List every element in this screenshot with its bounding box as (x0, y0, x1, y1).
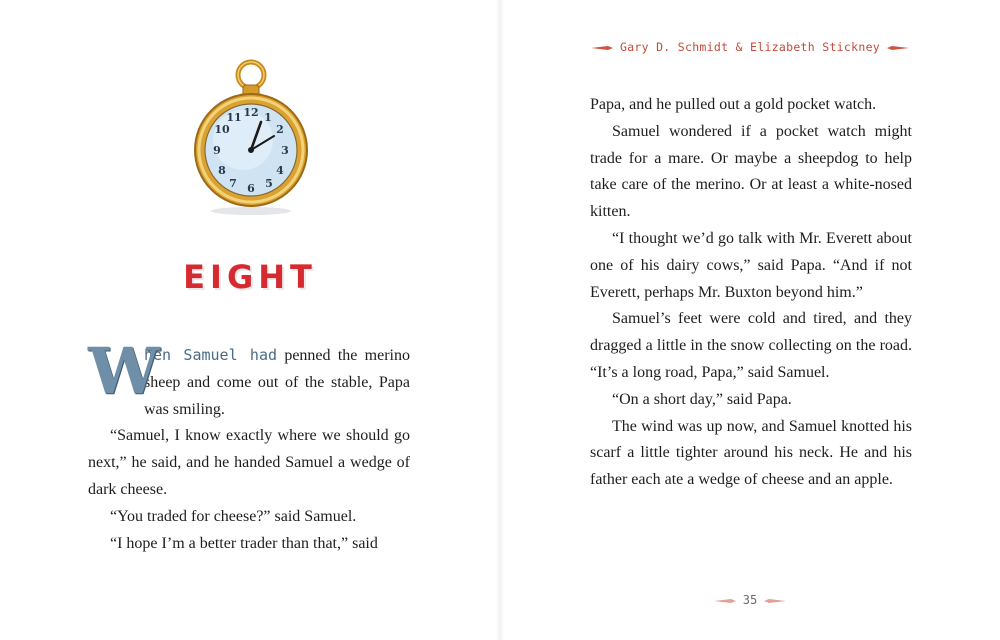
svg-text:4: 4 (276, 164, 284, 177)
right-body-text (590, 92, 912, 494)
right-page (500, 0, 1000, 640)
svg-text:12: 12 (243, 106, 259, 119)
ornament-left-icon (591, 44, 613, 52)
running-head-text: Gary D. Schmidt & Elizabeth Stickney (619, 40, 881, 54)
paragraph: Samuel wondered if a pocket watch might trade for a mare. Or maybe a sheepdog to help take care of the merino. Or at least a white-nosed kitten. (590, 122, 912, 221)
lead-in: hen Samuel had (144, 346, 278, 364)
chapter-title: EIGHT (183, 258, 317, 296)
svg-text:7: 7 (229, 177, 237, 190)
svg-text:2: 2 (276, 123, 284, 136)
pocket-watch-icon (188, 58, 314, 218)
opening-paragraph (88, 334, 410, 423)
paragraph: “On a short day,” said Papa. (612, 390, 792, 408)
paragraph: “You traded for cheese?” said Samuel. (110, 507, 357, 525)
svg-text:10: 10 (214, 123, 230, 136)
ornament-right-icon (887, 44, 909, 52)
svg-text:11: 11 (226, 111, 242, 124)
folio-ornament-left-icon (714, 597, 736, 605)
svg-text:3: 3 (281, 144, 289, 157)
drop-cap: W (88, 334, 160, 409)
paragraph: Papa, and he pulled out a gold pocket watch. (590, 96, 877, 113)
svg-text:6: 6 (247, 182, 255, 195)
svg-text:5: 5 (265, 177, 273, 190)
svg-text:8: 8 (218, 164, 226, 177)
page-number-text: 35 (742, 593, 758, 607)
page-number (500, 593, 1000, 607)
opening-paragraph-rest: penned the merino sheep and come out of the stable, Papa was smiling. (144, 347, 410, 418)
paragraph: The wind was up now, and Samuel knotted his scarf a little tighter around his neck. He and his father each ate a wedge of cheese and an apple. (590, 417, 912, 489)
left-body-text (88, 334, 410, 557)
running-head (500, 40, 1000, 54)
svg-text:9: 9 (213, 144, 221, 157)
paragraph: “Samuel, I know exactly where we should go next,” he said, and he handed Samuel a wedge of dark cheese. (88, 427, 410, 498)
paragraph: “I thought we’d go talk with Mr. Everett about one of his dairy cows,” said Papa. “And if not Everett, perhaps Mr. Buxton beyond him.” (590, 229, 912, 301)
paragraph: “I hope I’m a better trader than that,” said (110, 534, 378, 552)
folio-ornament-right-icon (764, 597, 786, 605)
svg-text:1: 1 (264, 111, 272, 124)
paragraph: Samuel’s feet were cold and tired, and they dragged a little in the snow collecting on the road. “It’s a long road, Papa,” said Samuel. (590, 310, 912, 381)
drop-cap-box (88, 334, 160, 409)
